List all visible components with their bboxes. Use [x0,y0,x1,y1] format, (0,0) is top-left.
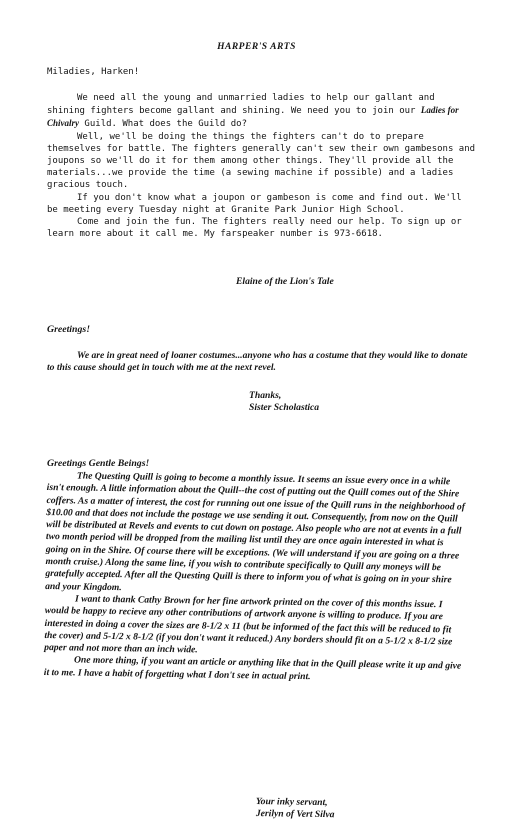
guild-name: Ladies for Chivalry [47,105,459,129]
paragraph: The Questing Quill is going to become a monthly issue. It seems an issue every once in a while isn't enough. A little information about the Quill--the cost of putting out the Quill comes out of the Shire coffers. As a matter of interest, the cost for running out one issue of the Quill runs in the neighborhood of $10.00 and that does not include the postage we use sending it out. Consequently, from now on the Quill will be distributed at Revels and events to cut down on postage. Also people who are not at events in a full two month period will be dropped from the mailing list until they are once again interested in what is going on in the Shire. Of course there will be exceptions. (We will understand if you are going on a three month cruise.) Along the same line, if you wish to contribute specifically to Quill any moneys will be gratefully accepted. After all the Questing Quill is there to inform you of what is going on in your shire and your Kingdom. [45,470,466,593]
article-greeting: Greetings Gentle Beings! [47,458,150,469]
article-salutation: Miladies, Harken! [47,67,140,77]
article-greeting: Greetings! [47,324,91,335]
article-signature: Sister Scholastica [249,402,320,413]
loaner-costumes-article [47,350,472,375]
paragraph: One more thing, if you want an article or anything like that in the Quill please write it up and give it to me. I have a habit of forgetting what I don't see in actual print. [43,654,462,682]
article-closing: Your inky servant, [255,796,328,809]
paragraph: Come and join the fun. The fighters really need our help. To sign up or learn more about it call me. My farspeaker number is 973-6618. [47,217,462,240]
questing-quill-article [44,470,467,686]
paragraph: We are in great need of loaner costumes...anyone who has a costume that they would like to donate to this cause should get in touch with me at the next revel. [47,350,468,374]
paragraph [47,92,477,131]
page-title: HARPER'S ARTS [217,42,296,52]
paragraph: I want to thank Cathy Brown for her fine artwork printed on the cover of this months issue. I would be happy to recieve any other contributions of artwork anyone is willing to produce. If you are interested in doing a cover the sizes are 8-1/2 x 11 (but be informed of the fact this will be reduced to fit the cover) and 5-1/2 x 8-1/2 (if you don't want it reduced.) Any borders should fit on a 5-1/2 x 8-1/2 size paper and not more than an inch wide. [44,593,453,656]
paragraph: Well, we'll be doing the things the fighters can't do to prepare themselves for battle. The fighters generally can't sew their own gambesons and joupons so we'll do it for them among other things. They'll provide all the materials...we provide the time (a sewing machine if possible) and a ladies gracious touch. [47,131,476,191]
paragraph-text: We need all the young and unmarried ladies to help our gallant and shining fighters become gallant and shining. We need you to join our [47,93,435,117]
paragraph-text: Guild. What does the Guild do? [79,119,247,130]
ladies-for-chivalry-article [47,66,477,78]
article-closing: Thanks, [249,390,282,401]
article-signature: Elaine of the Lion's Tale [236,276,334,287]
paragraph: If you don't know what a joupon or gambeson is come and find out. We'll be meeting every Tuesday night at Granite Park Junior High School. [47,192,462,215]
article-body [47,92,477,240]
article-signature: Jerilyn of Vert Silva [255,808,335,821]
